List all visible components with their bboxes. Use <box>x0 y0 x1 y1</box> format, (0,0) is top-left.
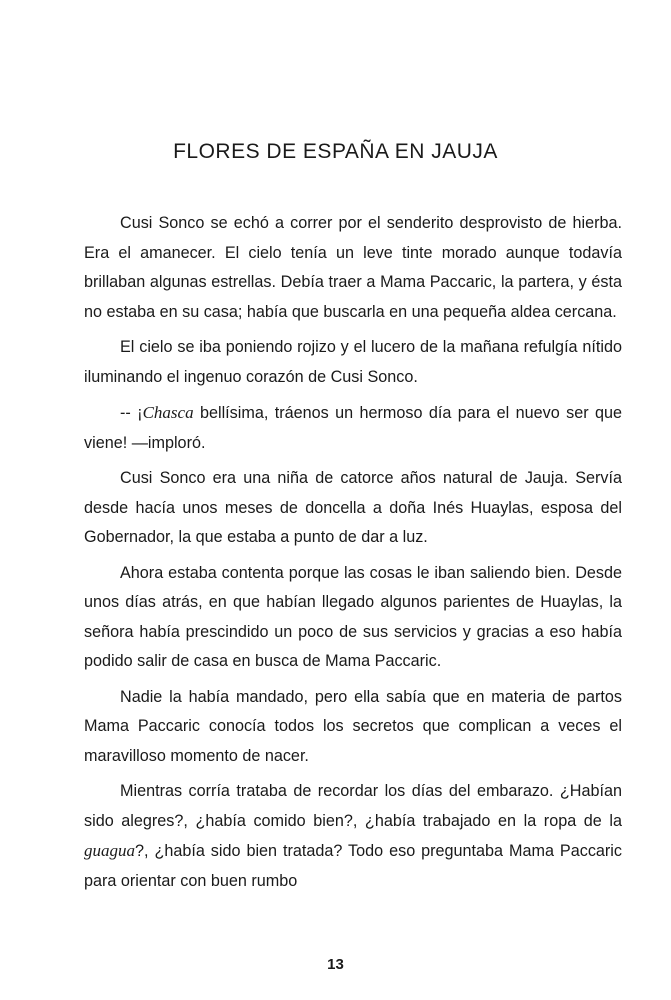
paragraph-1: Cusi Sonco se echó a correr por el senderito desprovisto de hierba. Era el amanecer. El cielo tenía un leve tinte morado aunque todavía brillaban algunas estrellas. Debía traer a Mama Paccaric, la partera, y ésta no estaba en su casa; había que buscarla en una pequeña aldea cercana. <box>84 214 622 321</box>
chapter-title: FLORES DE ESPAÑA EN JAUJA <box>173 140 498 163</box>
paragraph-7 <box>84 777 622 896</box>
paragraph-6: Nadie la había mandado, pero ella sabía que en materia de partos Mama Paccaric conocía todos los secretos que complican a veces el maravilloso momento de nacer. <box>84 687 622 765</box>
paragraph-3-rest: bellísima, tráenos un hermoso día para el nuevo ser que viene! —imploró. <box>84 404 622 452</box>
paragraph-4: Cusi Sonco era una niña de catorce años natural de Jauja. Servía desde hacía unos meses de doncella a doña Inés Huaylas, esposa del Gobernador, la que estaba a punto de dar a luz. <box>84 469 622 546</box>
paragraph-7-italic: guagua <box>84 841 135 860</box>
body-text <box>84 209 622 902</box>
page-number: 13 <box>327 956 344 973</box>
paragraph-3-lead: -- ¡ <box>120 404 143 422</box>
paragraph-7-lead: Mientras corría trataba de recordar los días del embarazo. ¿Habían sido alegres?, ¿había comido bien?, ¿había trabajado en la ropa de la <box>84 782 622 830</box>
paragraph-3 <box>84 398 622 458</box>
paragraph-2: El cielo se iba poniendo rojizo y el lucero de la mañana refulgía nítido iluminando el ingenuo corazón de Cusi Sonco. <box>84 338 622 386</box>
paragraph-5: Ahora estaba contenta porque las cosas le iban saliendo bien. Desde unos días atrás, en que habían llegado algunos parientes de Huaylas, la señora había prescindido un poco de sus servicios y gracias a eso había podido salir de casa en busca de Mama Paccaric. <box>84 563 622 670</box>
paragraph-7-rest: ?, ¿había sido bien tratada? Todo eso preguntaba Mama Paccaric para orientar con buen rumbo <box>84 842 622 890</box>
paragraph-3-italic: Chasca <box>142 403 194 422</box>
